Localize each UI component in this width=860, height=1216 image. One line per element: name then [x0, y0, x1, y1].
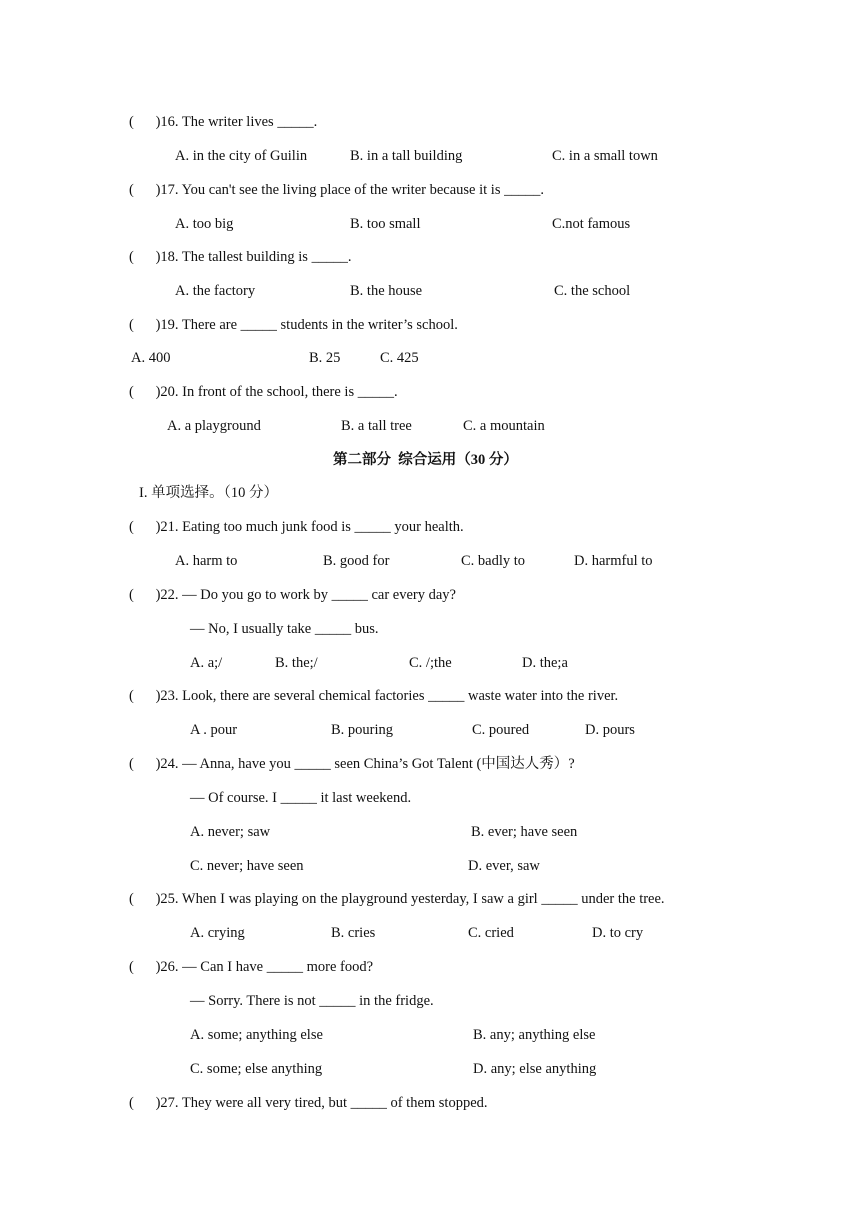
question-24-option-a[interactable]: A. never; saw	[190, 824, 271, 840]
question-21-option-c[interactable]: C. badly to	[461, 553, 526, 569]
section-one-heading: I. 单项选择。（10 分）	[139, 485, 278, 501]
question-21-option-d[interactable]: D. harmful to	[574, 553, 653, 569]
part-two-heading: 第二部分 综合运用（30 分）	[333, 452, 518, 468]
question-25-stem: ( )25. When I was playing on the playground yesterday, I saw a girl _____ under the tree.	[129, 891, 665, 907]
question-17-stem: ( )17. You can't see the living place of the writer because it is _____.	[129, 182, 544, 198]
question-17-option-b[interactable]: B. too small	[350, 216, 421, 232]
question-22-stem-reply: — No, I usually take _____ bus.	[190, 621, 379, 637]
question-20-option-b[interactable]: B. a tall tree	[341, 418, 412, 434]
question-23-option-a[interactable]: A . pour	[190, 722, 238, 738]
question-26-option-d[interactable]: D. any; else anything	[473, 1061, 597, 1077]
question-22-option-b[interactable]: B. the;/	[275, 655, 318, 671]
question-16-option-a[interactable]: A. in the city of Guilin	[175, 148, 308, 164]
question-18-option-a[interactable]: A. the factory	[175, 283, 256, 299]
question-22-stem: ( )22. — Do you go to work by _____ car every day?	[129, 587, 456, 603]
question-16-stem: ( )16. The writer lives _____.	[129, 114, 318, 130]
question-16-option-c[interactable]: C. in a small town	[552, 148, 658, 164]
question-19-option-a[interactable]: A. 400	[131, 350, 171, 366]
question-24-stem: ( )24. — Anna, have you _____ seen China’s Got Talent (中国达人秀）?	[129, 756, 575, 772]
question-19-option-c[interactable]: C. 425	[380, 350, 419, 366]
question-26-stem: ( )26. — Can I have _____ more food?	[129, 959, 374, 975]
question-23-option-c[interactable]: C. poured	[472, 722, 530, 738]
question-22-option-d[interactable]: D. the;a	[522, 655, 568, 671]
question-22-option-a[interactable]: A. a;/	[190, 655, 223, 671]
question-17-option-c[interactable]: C.not famous	[552, 216, 631, 232]
question-21-stem: ( )21. Eating too much junk food is _____ your health.	[129, 519, 464, 535]
question-26-stem-reply: — Sorry. There is not _____ in the fridge.	[190, 993, 434, 1009]
question-21-option-a[interactable]: A. harm to	[175, 553, 238, 569]
question-25-option-c[interactable]: C. cried	[468, 925, 514, 941]
question-16-option-b[interactable]: B. in a tall building	[350, 148, 463, 164]
question-21-option-b[interactable]: B. good for	[323, 553, 390, 569]
question-17-option-a[interactable]: A. too big	[175, 216, 234, 232]
question-26-option-c[interactable]: C. some; else anything	[190, 1061, 323, 1077]
question-24-option-d[interactable]: D. ever, saw	[468, 858, 540, 874]
question-20-option-c[interactable]: C. a mountain	[463, 418, 545, 434]
question-18-stem: ( )18. The tallest building is _____.	[129, 249, 352, 265]
question-26-option-b[interactable]: B. any; anything else	[473, 1027, 596, 1043]
question-18-option-b[interactable]: B. the house	[350, 283, 423, 299]
question-20-stem: ( )20. In front of the school, there is _____.	[129, 384, 398, 400]
question-25-option-d[interactable]: D. to cry	[592, 925, 644, 941]
question-26-option-a[interactable]: A. some; anything else	[190, 1027, 323, 1043]
question-22-option-c[interactable]: C. /;the	[409, 655, 452, 671]
question-25-option-a[interactable]: A. crying	[190, 925, 245, 941]
question-20-option-a[interactable]: A. a playground	[167, 418, 261, 434]
question-25-option-b[interactable]: B. cries	[331, 925, 376, 941]
question-23-option-d[interactable]: D. pours	[585, 722, 635, 738]
question-24-option-c[interactable]: C. never; have seen	[190, 858, 304, 874]
question-19-option-b[interactable]: B. 25	[309, 350, 341, 366]
question-23-option-b[interactable]: B. pouring	[331, 722, 394, 738]
question-24-stem-reply: — Of course. I _____ it last weekend.	[190, 790, 412, 806]
question-24-option-b[interactable]: B. ever; have seen	[471, 824, 578, 840]
question-23-stem: ( )23. Look, there are several chemical factories _____ waste water into the river.	[129, 688, 619, 704]
question-19-stem: ( )19. There are _____ students in the writer’s school.	[129, 317, 458, 333]
question-27-stem: ( )27. They were all very tired, but _____ of them stopped.	[129, 1095, 488, 1111]
question-18-option-c[interactable]: C. the school	[554, 283, 631, 299]
